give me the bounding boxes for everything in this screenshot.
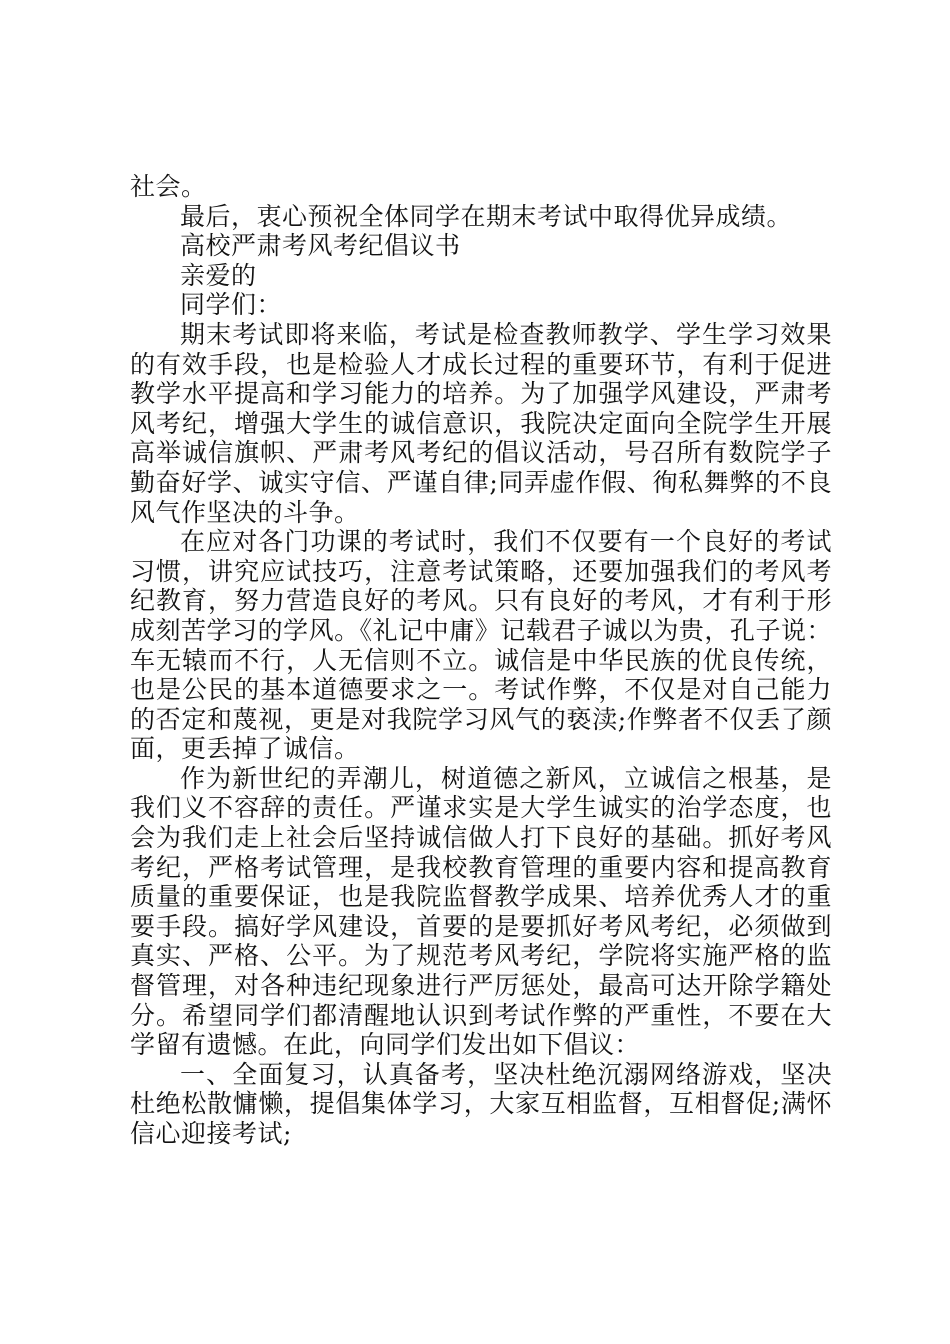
document-page <box>130 172 832 1149</box>
salutation-line-2: 同学们： <box>180 290 283 320</box>
document-title: 高校严肃考风考纪倡议书 <box>180 231 461 261</box>
paragraph-3: 作为新世纪的弄潮儿，树道德之新风，立诚信之根基，是我们义不容辞的责任。严谨求实是大学生诚实的治学态度，也会为我们走上社会后坚持诚信做人打下良好的基础。抓好考风考纪，严格考试管理，是我校教育管理的重要内容和提高教育质量的重要保证，也是我院监督教学成果、培养优秀人才的重要手段。搞好学风建设，首要的是要抓好考风考纪，必须做到真实、严格、公平。为了规范考风考纪，学院将实施严格的监督管理，对各种违纪现象进行严厉惩处，最高可达开除学籍处分。希望同学们都清醒地认识到考试作弊的严重性，不要在大学留有遗憾。在此，向同学们发出如下倡议： <box>130 763 832 1060</box>
paragraph-2: 在应对各门功课的考试时，我们不仅要有一个良好的考试习惯，讲究应试技巧，注意考试策略，还要加强我们的考风考纪教育，努力营造良好的考风。只有良好的考风，才有利于形成刻苦学习的学风。《礼记中庸》记载君子诚以为贵，孔子说：车无辕而不行，人无信则不立。诚信是中华民族的优良传统，也是公民的基本道德要求之一。考试作弊，不仅是对自己能力的否定和蔑视，更是对我院学习风气的亵渎;作弊者不仅丢了颜面，更丢掉了诚信。 <box>130 527 832 764</box>
text-line-closing-wish: 最后，衷心预祝全体同学在期末考试中取得优异成绩。 <box>180 201 793 231</box>
paragraph-1: 期末考试即将来临，考试是检查教师教学、学生学习效果的有效手段，也是检验人才成长过程的重要环节，有利于促进教学水平提高和学习能力的培养。为了加强学风建设，严肃考风考纪，增强大学生的诚信意识，我院决定面向全院学生开展高举诚信旗帜、严肃考风考纪的倡议活动，号召所有数院学子勤奋好学、诚实守信、严谨自律;同弄虚作假、徇私舞弊的不良风气作坚决的斗争。 <box>130 319 832 527</box>
text-line-continuation: 社会。 <box>130 172 207 201</box>
salutation-line-1: 亲爱的 <box>180 260 257 290</box>
paragraph-4: 一、全面复习，认真备考，坚决杜绝沉溺网络游戏，坚决杜绝松散慵懒，提倡集体学习，大家互相监督，互相督促;满怀信心迎接考试; <box>130 1059 832 1148</box>
